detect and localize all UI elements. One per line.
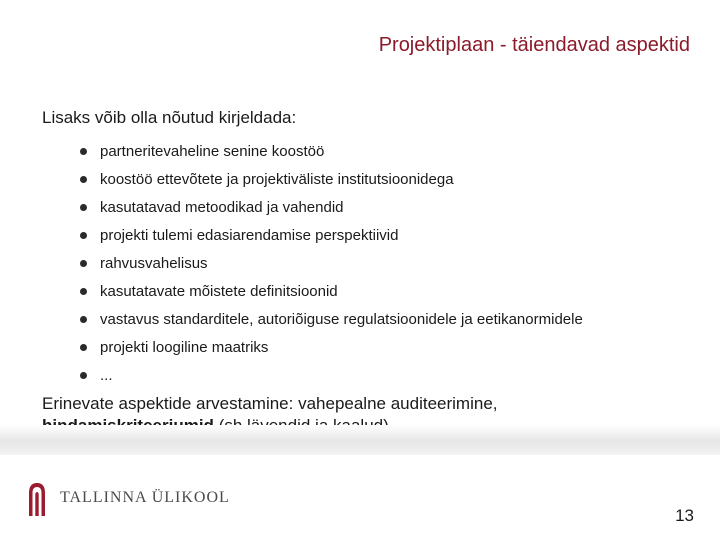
intro-text: Lisaks võib olla nõutud kirjeldada: xyxy=(42,108,297,127)
bullet-text: koostöö ettevõtete ja projektiväliste institutsioonidega xyxy=(100,170,454,188)
bullet-text: partneritevaheline senine koostöö xyxy=(100,142,325,160)
bullet-dot-icon xyxy=(80,316,87,323)
bullet-text: rahvusvahelisus xyxy=(100,254,208,272)
footer-shadow xyxy=(0,425,720,455)
bullet-dot-icon xyxy=(80,176,87,183)
bullet-item xyxy=(80,277,583,305)
bullet-text: projekti tulemi edasiarendamise perspektiivid xyxy=(100,226,399,244)
slide-title: Projektiplaan - täiendavad aspektid xyxy=(378,34,690,56)
bullet-dot-icon xyxy=(80,288,87,295)
bullet-text: kasutatavate mõistete definitsioonid xyxy=(100,282,338,300)
logo-text: TALLINNA ÜLIKOOL xyxy=(60,489,230,506)
bullet-text: projekti loogiline maatriks xyxy=(100,338,269,356)
bullet-item xyxy=(80,333,583,361)
bullet-dot-icon xyxy=(80,260,87,267)
bullet-dot-icon xyxy=(80,372,87,379)
bullet-item xyxy=(80,249,583,277)
page-number: 13 xyxy=(675,506,694,525)
summary-line: Erinevate aspektide arvestamine: vahepealne auditeerimine, xyxy=(42,394,498,413)
bullet-dot-icon xyxy=(80,148,87,155)
bullet-item xyxy=(80,193,583,221)
bullet-dot-icon xyxy=(80,204,87,211)
bullet-item xyxy=(80,305,583,333)
bullet-item xyxy=(80,361,583,389)
tallinn-university-arch-icon xyxy=(26,480,48,516)
bullet-text: kasutatavad metoodikad ja vahendid xyxy=(100,198,344,216)
bullet-item xyxy=(80,221,583,249)
bullet-dot-icon xyxy=(80,344,87,351)
bullet-text: vastavus standarditele, autoriõiguse regulatsioonidele ja eetikanormidele xyxy=(100,310,583,328)
bullet-text: ... xyxy=(100,366,113,384)
bullet-item xyxy=(80,137,583,165)
bullet-dot-icon xyxy=(80,232,87,239)
bullet-list xyxy=(80,137,583,389)
bullet-item xyxy=(80,165,583,193)
university-logo xyxy=(26,480,230,516)
